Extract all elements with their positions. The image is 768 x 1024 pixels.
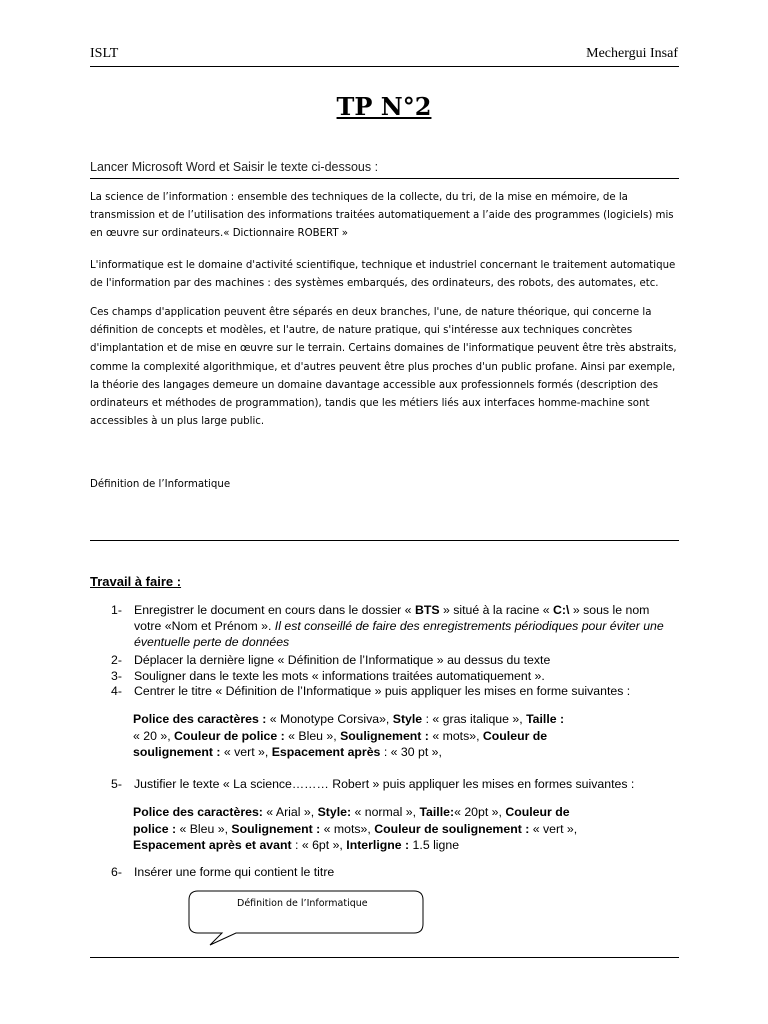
travail-heading: Travail à faire :: [90, 574, 182, 589]
section-rule: [90, 540, 679, 541]
document-page: ISLT Mechergui Insaf TP N°2 Lancer Microsoft Word et Saisir le texte ci-dessous : La science de l’information : ensemble des techniques de la collecte, du tri, de la mise en mémoire, de la transmission et de l’utilisation des informations traitées automatiquement a l’aide des programmes (logiciels) mis en œuvre sur ordinateurs.« Dictionnaire ROBERT » L'informatique est le domaine d'activité scientifique, technique et industriel concernant le traitement automatique de l'information par des machines : des systèmes embarqués, des ordinateurs, des robots, des automates, etc. Ces champs d'application peuvent être séparés en deux branches, l'une, de nature théorique, qui concerne la définition de concepts et modèles, et l'autre, de nature pratique, qui s'intéresse aux techniques concrètes d'implantation et de mise en œuvre sur le terrain. Certains domaines de l'informatique peuvent être très abstraits, comme la complexité algorithmique, et d'autres peuvent être plus proches d'un public profane. Ainsi par exemple, la théorie des langages demeure un domaine davantage accessible aux professionnels formés (description des ordinateurs et méthodes de programmation), tandis que les métiers liés aux interfaces homme-machine sont accessibles à un plus large public. Définition de l’Informatique Travail à faire : 1- Enregistrer le document en cours dans le dossier « BTS » situé à la racine « C:\ » sous le nom votre «Nom et Prénom ». Il est conseillé de faire des enregistrements périodiques pour éviter une éventuelle perte de données 2- Déplacer la dernière ligne « Définition de l’Informatique » au dessus du texte 3- Souligner dans le texte les mots « informations traitées automatiquement ». 4- Centrer le titre « Définition de l’Informatique » puis appliquer les mises en forme suivantes : Police des caractères : « Monotype Corsiva», Style : « gras italique », Taille : « 20 », Couleur de police : « Bleu », Soulignement : « mots», Couleur de soulignement : « vert », Espacement après : « 30 pt », 5- Justifier le texte « La science……… Robert » puis appliquer les mises en formes suivantes : Police des caractères: « Arial », Style: « normal », Taille:« 20pt », Couleur de police : « Bleu », Soulignement : « mots», Couleur de soulignement : « vert », Espacement après et avant : « 6pt », Interligne : 1.5 ligne 6- Insérer une forme qui contient le titre Définition de l’Informatique: [0, 0, 768, 1024]
text-line: transmission et de l’utilisation des informations traitées automatiquement a l’aide des programmes (logiciels) mis: [90, 210, 674, 222]
text-line: L'informatique est le domaine d'activité scientifique, technique et industriel concernant le traitement automatique: [90, 260, 676, 271]
text-line: définition de concepts et modèles, et l'autre, de nature pratique, qui s'intéresse aux techniques concrètes: [90, 325, 633, 337]
text-line: en œuvre sur ordinateurs.« Dictionnaire ROBERT »: [90, 228, 349, 240]
intro-rule: [90, 178, 679, 179]
task-number: 3-: [111, 669, 122, 683]
text-line: ordinateurs et méthodes de programmation), tandis que les métiers liés aux interfaces homme-machine sont: [90, 398, 650, 410]
task-number: 4-: [111, 684, 122, 698]
intro-instruction: Lancer Microsoft Word et Saisir le texte ci-dessous :: [90, 160, 379, 174]
paragraph-1: [90, 189, 680, 244]
header-institution: ISLT: [90, 46, 119, 61]
task-4-format-details: Police des caractères : « Monotype Corsiva», Style : « gras italique », Taille : « 20 », Couleur de police : « Bleu », Soulignement : « mots», Couleur de soulignement : « vert », Espacement après : « 30 pt »,: [133, 712, 565, 759]
header-rule: [90, 66, 679, 67]
text-line: La science de l’information : ensemble des techniques de la collecte, du tri, de la mise en mémoire, de la: [90, 192, 628, 203]
task-number: 5-: [111, 777, 122, 791]
header-author: Mechergui Insaf: [586, 46, 678, 61]
task-number: 1-: [111, 603, 122, 617]
page-title: TP N°2: [336, 92, 432, 121]
task-5-format-details: Police des caractères: « Arial », Style: « normal », Taille:« 20pt », Couleur de police : « Bleu », Soulignement : « mots», Couleur de soulignement : « vert », Espacement après et avant : « 6pt », Interligne : 1.5 ligne: [133, 805, 578, 852]
callout-label: Définition de l’Informatique: [237, 898, 368, 909]
task-number: 2-: [111, 653, 122, 667]
footer-rule: [90, 957, 679, 958]
text-line: comme la complexité algorithmique, et d'autres peuvent être plus proches d'un public profane. Ainsi par exemple,: [90, 361, 676, 373]
page-header: [90, 46, 678, 66]
definition-label: Définition de l’Informatique: [90, 479, 231, 490]
text-line: accessibles à un plus large public.: [90, 416, 265, 428]
text-line: de l'information par des machines : des systèmes embarqués, des ordinateurs, des robots, des automates, etc.: [90, 278, 659, 290]
text-line: la théorie des langages demeure un domaine davantage accessible aux professionnels formés (description des: [90, 379, 659, 391]
paragraph-3: [90, 304, 680, 431]
text-line: Ces champs d'application peuvent être séparés en deux branches, l'une, de nature théorique, qui concerne la: [90, 307, 652, 318]
task-number: 6-: [111, 865, 122, 879]
paragraph-2: [90, 257, 680, 293]
text-line: d'implantation et de mise en œuvre sur le terrain. Certains domaines de l'informatique peuvent être très abstraits,: [90, 343, 677, 355]
